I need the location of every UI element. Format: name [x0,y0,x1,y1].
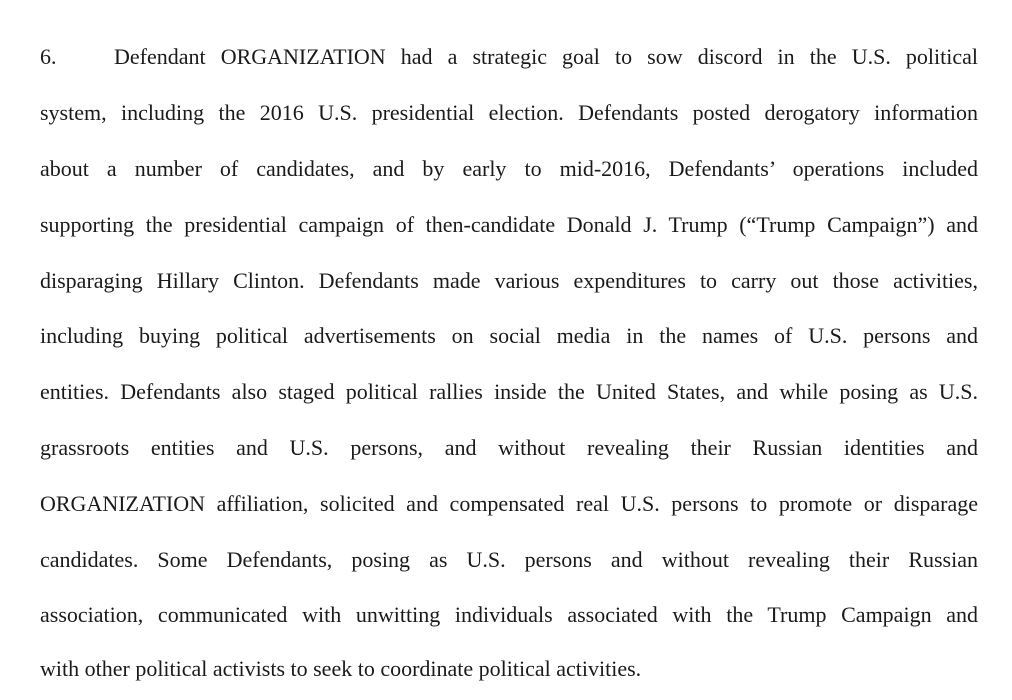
paragraph-number: 6. [40,44,57,69]
paragraph-line-11: association, communicated with unwitting individuals associated with the Trump Campaign and [40,602,978,627]
paragraph-line-2: system, including the 2016 U.S. presidential election. Defendants posted derogatory information [40,100,978,125]
paragraph-line-3: about a number of candidates, and by early to mid-2016, Defendants’ operations included [40,156,978,181]
paragraph-line-6: including buying political advertisements on social media in the names of U.S. persons and [40,323,978,348]
paragraph-line-8: grassroots entities and U.S. persons, and without revealing their Russian identities and [40,435,978,460]
paragraph-line-7: entities. Defendants also staged political rallies inside the United States, and while posing as U.S. [40,379,978,404]
paragraph-line-12: with other political activists to seek to coordinate political activities. [40,656,642,681]
paragraph-line-5: disparaging Hillary Clinton. Defendants made various expenditures to carry out those activities, [40,268,978,293]
paragraph-line-10: candidates. Some Defendants, posing as U.S. persons and without revealing their Russian [40,547,978,572]
paragraph-line-4: supporting the presidential campaign of then-candidate Donald J. Trump (“Trump Campaign”) and [40,212,978,237]
paragraph-line-1: Defendant ORGANIZATION had a strategic goal to sow discord in the U.S. political [114,44,978,69]
paragraph-line-9: ORGANIZATION affiliation, solicited and compensated real U.S. persons to promote or disparage [40,491,978,516]
